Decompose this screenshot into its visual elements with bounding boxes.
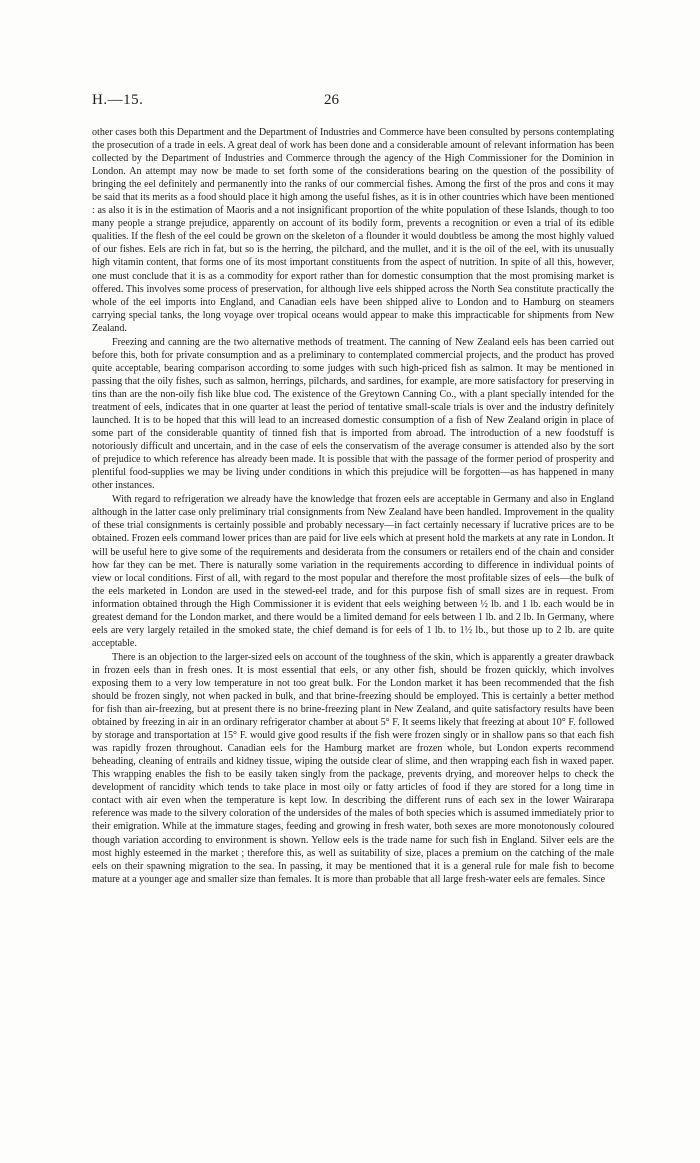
paragraph-2: Freezing and canning are the two alternative methods of treatment. The canning of New Zealand eels has been carried out before this, both for private consumption and as a preliminary to contemplated commercial projects, and the product has proved quite acceptable, bearing comparison according to some judges with such high-priced fish as salmon. It may be mentioned in passing that the oily fishes, such as salmon, herrings, pilchards, and sardines, for example, are more satisfactory for preserving in tins than are the non-oily fish like blue cod. The existence of the Greytown Canning Co., with a plant specially intended for the treatment of eels, indicates that in one quarter at least the period of tentative small-scale trials is over and the industry definitely launched. It is to be hoped that this will lead to an increased domestic consumption of a fish of New Zealand origin in place of some part of the considerable quantity of tinned fish that is imported from abroad. The introduction of a new foodstuff is notoriously difficult and uncertain, and in the case of eels the conservatism of the average consumer is attended also by the sort of prejudice to which reference has already been made. It is possible that with the passage of the former period of prosperity and plentiful food-supplies we may be living under conditions in which this prejudice will be forgotten—as has happened in many other instances. xyxy=(92,336,614,492)
page-header xyxy=(92,92,617,114)
page-number: 26 xyxy=(324,92,339,108)
body-text xyxy=(92,126,614,886)
paragraph-1: other cases both this Department and the Department of Industries and Commerce have been consulted by persons contemplating the prosecution of a trade in eels. A great deal of work has been done and a considerable amount of relevant information has been collected by the Department of Industries and Commerce through the agency of the High Commissioner for the Dominion in London. An attempt may now be made to set forth some of the considerations bearing on the question of the possibility of bringing the eel definitely and permanently into the ranks of our commercial fishes. Among the first of the pros and cons it may be said that its merits as a food should place it high among the useful fishes, as it is in other countries which have been mentioned : as also it is in the estimation of Maoris and a not insignificant proportion of the white population of these Islands, though to too many people a strange prejudice, apparently on account of its bodily form, prevents a recognition or even a trial of its edible qualities. If the flesh of the eel could be grown on the skeleton of a flounder it would doubtless be among the most highly valued of our fishes. Eels are rich in fat, but so is the herring, the pilchard, and the mullet, and it is the oil of the eel, with its unusually high vitamin content, that forms one of its most important constituents from the aspect of nutrition. In spite of all this, however, one must conclude that it is as a commodity for export rather than for domestic consumption that the most promising market is offered. This involves some process of preservation, for although live eels shipped across the North Sea constitute practically the whole of the eel imports into England, and Canadian eels have been shipped alive to London and to Hamburg on steamers carrying special tanks, the long voyage over tropical oceans would appear to make this impracticable for shipments from New Zealand. xyxy=(92,127,614,334)
paragraph-3: With regard to refrigeration we already have the knowledge that frozen eels are acceptable in Germany and also in England although in the latter case only preliminary trial consignments from New Zealand have been handled. Improvement in the quality of these trial consignments is certainly possible and probably necessary—in fact certainly necessary if lucrative prices are to be obtained. Frozen eels command lower prices than are paid for live eels which at present hold the markets at any rate in London. It will be useful here to give some of the requirements and desiderata from the consumers or retailers end of the chain and consider how far they can be met. There is naturally some variation in the requirements according to difference in individual points of view or local conditions. First of all, with regard to the most popular and therefore the most profitable sizes of eels—the bulk of the eels marketed in London are used in the stewed-eel trade, and for this purpose fish of small sizes are in request. From information obtained through the High Commissioner it is evident that eels weighing between ½ lb. and 1 lb. each would be in greatest demand for the London market, and there would be a limited demand for eels between 1 lb. and 2 lb. In Germany, where eels are very largely retailed in the smoked state, the chief demand is for eels of 1 lb. to 1½ lb., but those up to 2 lb. are quite acceptable. xyxy=(92,494,614,649)
document-reference: H.—15. xyxy=(92,92,144,108)
paragraph-4: There is an objection to the larger-sized eels on account of the toughness of the skin, which is apparently a greater drawback in frozen eels than in fresh ones. It is most essential that eels, or any other fish, should be frozen quickly, which involves exposing them to a very low temperature in not too great bulk. For the London market it has been recommended that the fish should be frozen singly, not when packed in bulk, and that brine-freezing should be employed. This is certainly a better method for fish than air-freezing, but at present there is no brine-freezing plant in New Zealand, and quite satisfactory results have been obtained by freezing in air in an ordinary refrigerator chamber at about 5° F. It seems likely that freezing at about 10° F. followed by storage and transportation at 15° F. would give good results if the fish were frozen singly or in shallow pans so that each fish was rapidly frozen throughout. Canadian eels for the Hamburg market are frozen whole, but London experts recommend beheading, cleaning of entrails and kidney tissue, wiping the outside clear of slime, and then wrapping each fish in waxed paper. This wrapping enables the fish to be easily taken singly from the package, prevents drying, and moreover helps to check the development of rancidity which tends to take place in most oily or fatty articles of food if they are stored for a long time in contact with air even when the temperature is kept low. In describing the different runs of each sex in the lower Wairarapa reference was made to the silvery coloration of the undersides of the males of both species which is assumed immediately prior to their emigration. While at the immature stages, feeding and growing in fresh water, both sexes are more monotonously coloured though variation according to environment is shown. Yellow eels is the trade name for such fish in England. Silver eels are the most highly esteemed in the market ; therefore this, as well as suitability of size, places a premium on the catching of the male eels on their spawning migration to the sea. In passing, it may be mentioned that it is a general rule for male fish to become mature at a younger age and smaller size than females. It is more than probable that all large fresh-water eels are females. Since xyxy=(92,651,615,885)
